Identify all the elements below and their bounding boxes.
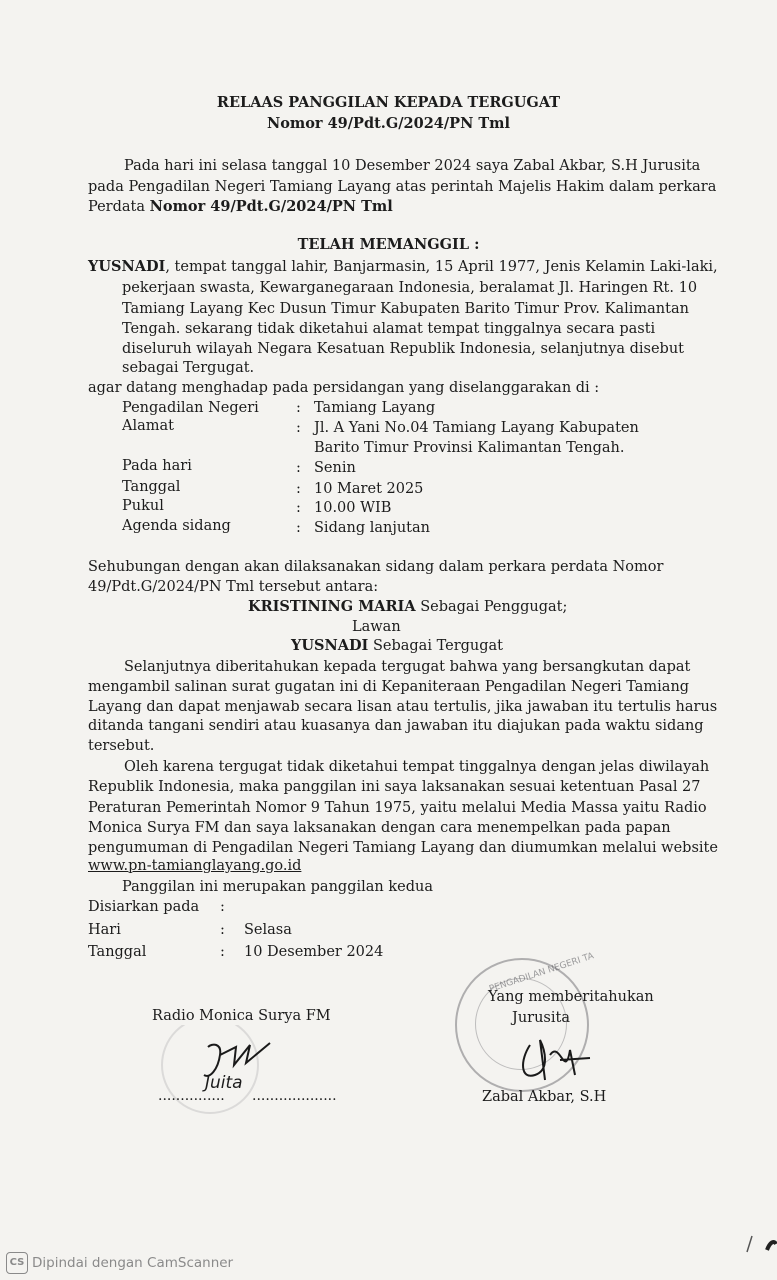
lawan-label: Lawan <box>352 619 401 635</box>
kedua-line: Panggilan ini merupakan panggilan kedua <box>122 879 433 895</box>
detail-value: Sidang lanjutan <box>314 520 430 536</box>
intro-line-3 <box>88 197 393 217</box>
document-title: RELAAS PANGGILAN KEPADA TERGUGAT <box>216 94 561 111</box>
detail-colon: : <box>296 500 301 516</box>
telah-memanggil-heading: TELAH MEMANGGIL : <box>297 236 480 253</box>
jurusita-label: Jurusita <box>512 1010 570 1026</box>
intro-line-1: Pada hari ini selasa tanggal 10 Desember 2024 saya Zabal Akbar, S.H Jurusita <box>124 158 701 174</box>
selanjutnya-line-2: mengambil salinan surat gugatan ini di Kepaniteraan Pengadilan Negeri Tamiang <box>88 679 690 695</box>
selanjutnya-line-5: tersebut. <box>88 738 155 754</box>
broadcast-label: Hari <box>88 922 121 938</box>
oleh-line-4: Monica Surya FM dan saya laksanakan dengan cara menempelkan pada papan <box>88 820 671 836</box>
party-line-4: Tengah. sekarang tidak diketahui alamat tempat tinggalnya secara pasti <box>122 321 656 337</box>
detail-label: Pada hari <box>122 458 192 474</box>
selanjutnya-line-1: Selanjutnya diberitahukan kepada tergugat bahwa yang bersangkutan dapat <box>124 659 691 675</box>
radio-dots-right: ................... <box>252 1088 337 1104</box>
camscanner-footer <box>6 1252 233 1274</box>
party-line-6: sebagai Tergugat. <box>122 360 255 376</box>
radio-label: Radio Monica Surya FM <box>152 1008 331 1024</box>
broadcast-value: Selasa <box>244 922 292 938</box>
intro-prefix: Perdata <box>88 199 146 215</box>
detail-label: Pukul <box>122 498 164 514</box>
party-details-1: , tempat tanggal lahir, Banjarmasin, 15 April 1977, Jenis Kelamin Laki-laki, <box>165 259 718 275</box>
detail-value: Tamiang Layang <box>314 400 436 416</box>
party-line-1 <box>88 257 718 277</box>
broadcast-value: 10 Desember 2024 <box>244 944 384 960</box>
court-stamp-text: PENGADILAN NEGERI TA <box>488 951 596 995</box>
detail-value: Jl. A Yani No.04 Tamiang Layang Kabupaten <box>314 420 639 436</box>
jurusita-signature-scribble <box>490 1020 610 1095</box>
detail-value: Senin <box>314 460 356 476</box>
tergugat-name: YUSNADI <box>291 637 369 654</box>
broadcast-label: Tanggal <box>88 944 147 960</box>
signer-name: Zabal Akbar, S.H <box>482 1089 607 1105</box>
penggugat-name: KRISTINING MARIA <box>248 598 416 615</box>
sehubungan-line-2: 49/Pdt.G/2024/PN Tml tersebut antara: <box>88 579 379 595</box>
radio-signature-name: Juita <box>205 1073 243 1093</box>
selanjutnya-line-4: ditanda tangani sendiri atau kuasanya dan jawaban itu diajukan pada waktu sidang <box>88 718 704 734</box>
penggugat-line <box>248 597 567 617</box>
oleh-line-3: Peraturan Pemerintah Nomor 9 Tahun 1975, yaitu melalui Media Massa yaitu Radio <box>88 800 707 816</box>
broadcast-label: Disiarkan pada <box>88 899 200 915</box>
detail-value: 10.00 WIB <box>314 500 392 516</box>
detail-colon: : <box>296 460 301 476</box>
party-line-3: Tamiang Layang Kec Dusun Timur Kabupaten Barito Timur Prov. Kalimantan <box>122 301 689 317</box>
broadcast-colon: : <box>220 944 225 960</box>
oleh-line-1: Oleh karena tergugat tidak diketahui tempat tinggalnya dengan jelas diwilayah <box>124 759 710 775</box>
intro-case-number: Nomor 49/Pdt.G/2024/PN Tml <box>149 198 393 215</box>
detail-label: Agenda sidang <box>122 518 231 534</box>
detail-label: Tanggal <box>122 479 181 495</box>
detail-colon: : <box>296 420 301 436</box>
detail-colon: : <box>296 400 301 416</box>
intro-line-2: pada Pengadilan Negeri Tamiang Layang atas perintah Majelis Hakim dalam perkara <box>88 179 717 195</box>
scan-edge-mark <box>742 1230 777 1260</box>
website-link[interactable]: www.pn-tamianglayang.go.id <box>88 858 302 874</box>
radio-dots-left: ............... <box>158 1088 225 1104</box>
selanjutnya-line-3: Layang dan dapat menjawab secara lisan atau tertulis, jika jawaban itu tertulis harus <box>88 699 718 715</box>
tergugat-role: Sebagai Tergugat <box>368 638 503 654</box>
camscanner-text: Dipindai dengan CamScanner <box>32 1255 234 1271</box>
detail-label: Alamat <box>122 418 174 434</box>
sehubungan-line-1: Sehubungan dengan akan dilaksanakan sidang dalam perkara perdata Nomor <box>88 559 664 575</box>
detail-colon: : <box>296 520 301 536</box>
party-name: YUSNADI <box>88 258 166 275</box>
camscanner-logo-icon: CS <box>6 1252 28 1274</box>
broadcast-colon: : <box>220 899 225 915</box>
document-number: Nomor 49/Pdt.G/2024/PN Tml <box>266 115 511 132</box>
oleh-line-5: pengumuman di Pengadilan Negeri Tamiang Layang dan diumumkan melalui website <box>88 840 718 856</box>
party-line-2: pekerjaan swasta, Kewarganegaraan Indonesia, beralamat Jl. Haringen Rt. 10 <box>122 280 698 296</box>
detail-value: 10 Maret 2025 <box>314 481 424 497</box>
party-line-5: diseluruh wilayah Negara Kesatuan Republik Indonesia, selanjutnya disebut <box>122 341 684 357</box>
tergugat-line <box>291 636 503 656</box>
penggugat-role: Sebagai Penggugat; <box>415 599 568 615</box>
agar-line: agar datang menghadap pada persidangan yang diselanggarakan di : <box>88 380 600 396</box>
detail-value: Barito Timur Provinsi Kalimantan Tengah. <box>314 440 625 456</box>
detail-colon: : <box>296 481 301 497</box>
broadcast-colon: : <box>220 922 225 938</box>
yang-memberitahukan: Yang memberitahukan <box>488 989 654 1005</box>
detail-label: Pengadilan Negeri <box>122 400 259 416</box>
oleh-line-2: Republik Indonesia, maka panggilan ini saya laksanakan sesuai ketentuan Pasal 27 <box>88 779 701 795</box>
